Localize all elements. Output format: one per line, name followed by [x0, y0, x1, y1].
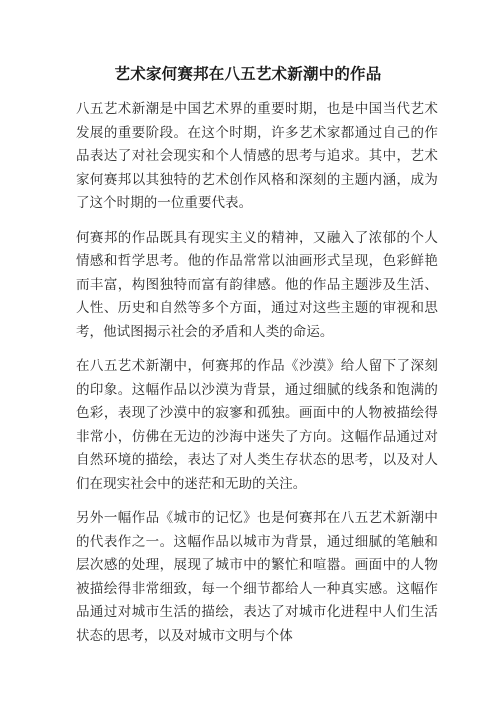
paragraph-4: 另外一幅作品《城市的记忆》也是何赛邦在八五艺术新潮中的代表作之一。这幅作品以城市为背景，通过细腻的笔触和层次感的处理，展现了城市中的繁忙和喧嚣。画面中的人物被描绘得非常细致，每一个细节都给人一种真实感。这幅作品通过对城市生活的描绘，表达了对城市化进程中人们生活状态的思考，以及对城市文明与个体	[76, 510, 438, 644]
paragraph-2: 何赛邦的作品既具有现实主义的精神，又融入了浓郁的个人情感和哲学思考。他的作品常常以油画形式呈现，色彩鲜艳而丰富，构图独特而富有韵律感。他的作品主题涉及生活、人性、历史和自然等多个方面，通过对这些主题的审视和思考，他试图揭示社会的矛盾和人类的命运。	[76, 229, 438, 340]
document-title: 艺术家何赛邦在八五艺术新潮中的作品	[114, 65, 382, 83]
paragraph-3: 在八五艺术新潮中，何赛邦的作品《沙漠》给人留下了深刻的印象。这幅作品以沙漠为背景，通过细腻的线条和饱满的色彩，表现了沙漠中的寂寥和孤独。画面中的人物被描绘得非常小，仿佛在无边的沙海中迷失了方向。这幅作品通过对自然环境的描绘，表达了对人类生存状态的思考，以及对人们在现实社会中的迷茫和无助的关注。	[76, 358, 438, 492]
document-body	[76, 98, 438, 659]
paragraph-1: 八五艺术新潮是中国艺术界的重要时期，也是中国当代艺术发展的重要阶段。在这个时期，许多艺术家都通过自己的作品表达了对社会现实和个人情感的思考与追求。其中，艺术家何赛邦以其独特的艺术创作风格和深刻的主题内涵，成为了这个时期的一位重要代表。	[76, 101, 438, 211]
